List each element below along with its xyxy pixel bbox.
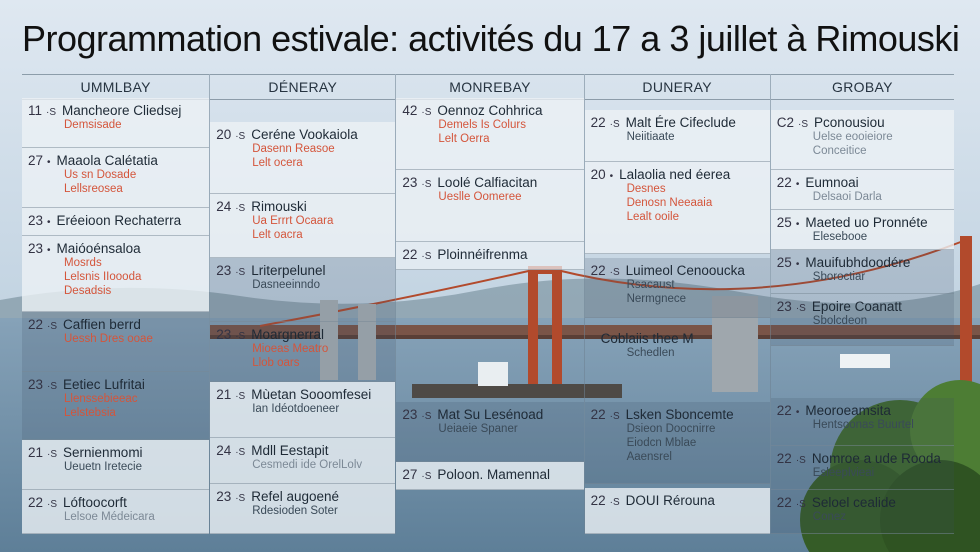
- event-card[interactable]: 22 ·S Ploinnéifrenma: [396, 242, 583, 270]
- event-detail: Aaensrel: [626, 451, 672, 463]
- event-title: Sernienmomi: [63, 445, 143, 460]
- event-detail: Hentsoonas Buurtel: [812, 419, 914, 431]
- event-title: Loolé Calfiacitan: [437, 175, 538, 190]
- event-detail: Nermgnece: [626, 293, 687, 305]
- event-title: Epoire Coanatt: [811, 299, 902, 314]
- event-detail: Llob oars: [252, 357, 300, 369]
- event-card[interactable]: 22 ·S Malt Ére Cifeclude Neiitiaate: [585, 110, 770, 162]
- event-card[interactable]: 21 ·S Sernienmomi Ueuetn Iretecie: [22, 440, 209, 490]
- event-card[interactable]: 23 ·S Moargnerral Mioeas Meatro Llob oars: [210, 322, 395, 382]
- event-card[interactable]: 22 ·S Caffien berrd Uessh Dres ooae: [22, 312, 209, 372]
- event-title: Moargnerral: [251, 327, 324, 342]
- day-header: UMMLBAY: [22, 74, 209, 100]
- event-card[interactable]: [585, 326, 770, 364]
- event-title: Ploinnéifrenma: [437, 247, 528, 262]
- event-detail: Conceitice: [812, 145, 867, 157]
- event-card[interactable]: 23 • Maióoénsaloa Mosrds Lelsnis IIoooda Desadsis: [22, 236, 209, 312]
- event-detail: Conez: [812, 511, 847, 523]
- event-card[interactable]: 11 ·S Mancheore Cliedsej Demsisade: [22, 98, 209, 148]
- event-title: Mat Su Lesénoad: [437, 407, 544, 422]
- event-title: Mauifubhdoodére: [805, 255, 911, 270]
- event-title: Eumnoai: [805, 175, 859, 190]
- event-card[interactable]: 22 ·S Seloel cealide Conez: [771, 490, 954, 534]
- event-detail: Uessh Dres ooae: [64, 333, 153, 345]
- event-title: Mùetan Sooomfesei: [251, 387, 372, 402]
- event-detail: Lelt ocera: [252, 157, 303, 169]
- event-detail: Desadsis: [64, 285, 112, 297]
- event-title: Lriterpelunel: [251, 263, 326, 278]
- event-detail: Ian Idéotdoeneer: [252, 403, 340, 415]
- event-detail: Dasenn Reasoe: [252, 143, 335, 155]
- event-detail: Ueiaeie Spaner: [438, 423, 518, 435]
- event-title: Eetiec Lufritai: [63, 377, 145, 392]
- page-title: Programmation estivale: activités du 17 a 3 juillet à Rimouski: [22, 18, 960, 59]
- event-title: Refel augoené: [251, 489, 340, 504]
- event-title: Caffien berrd: [63, 317, 141, 332]
- day-column-1: [22, 74, 210, 534]
- event-card[interactable]: 42 ·S Oennoz Cohhrica Demels Is Colurs Lelt Oerra: [396, 98, 583, 170]
- event-detail: Lelt oacra: [252, 229, 303, 241]
- event-detail: Desnes: [626, 183, 666, 195]
- event-detail: Lellsreosea: [64, 183, 123, 195]
- day-header: DUNERAY: [585, 74, 770, 100]
- event-title: Oennoz Cohhrica: [437, 103, 543, 118]
- event-card[interactable]: 23 ·S Mat Su Lesénoad Ueiaeie Spaner: [396, 402, 583, 462]
- event-title: Maaola Calétatia: [56, 153, 158, 168]
- event-detail: Ueslle Oomeree: [438, 191, 522, 203]
- event-title: Nomroe a ude Rooda: [811, 451, 941, 466]
- event-detail: Sboroctiar: [812, 271, 866, 283]
- event-title: Lsken Sboncemte: [625, 407, 734, 422]
- event-card[interactable]: 23 ·S Epoire Coanatt Sbolcdeon: [771, 294, 954, 346]
- event-detail: Lelsoe Médeicara: [64, 511, 155, 523]
- event-card[interactable]: 23 ·S Eetiec Lufritai Llenssebieeac Lelstebsia: [22, 372, 209, 440]
- event-title: Seloel cealide: [811, 495, 896, 510]
- event-detail: Denosn Neeaaia: [626, 197, 713, 209]
- event-card[interactable]: 25 • Maeted uo Pronnéte Elesebooe: [771, 210, 954, 250]
- event-detail: Rdesioden Soter: [252, 505, 338, 517]
- event-card[interactable]: 20 ·S Ceréne Vookaiola Dasenn Reasoe Lelt ocera: [210, 122, 395, 194]
- event-detail: Ueuetn Iretecie: [64, 461, 142, 473]
- event-detail: Us sn Dosade: [64, 169, 137, 181]
- schedule-board: [22, 74, 954, 534]
- event-card[interactable]: 22 ·S Nomroe a ude Rooda Esleeplvieai: [771, 446, 954, 490]
- event-detail: Rsacaust: [626, 279, 675, 291]
- event-card[interactable]: 24 ·S Rimouski Ua Errrt Ocaara Lelt oacra: [210, 194, 395, 258]
- day-header: GROBAY: [771, 74, 954, 100]
- event-detail: Ua Errrt Ocaara: [252, 215, 334, 227]
- event-card[interactable]: 20 • Lalaolia ned éerea Desnes Denosn Neeaaia Lealt ooile: [585, 162, 770, 254]
- event-card[interactable]: 27 • Maaola Calétatia Us sn Dosade Lellsreosea: [22, 148, 209, 208]
- event-title: Mdll Eestapit: [251, 443, 329, 458]
- event-title: Luimeol Cenooucka: [625, 263, 745, 278]
- event-detail: Esleeplvieai: [812, 467, 875, 479]
- event-detail: Lelt Oerra: [438, 133, 490, 145]
- event-title: Lalaolia ned éerea: [619, 167, 731, 182]
- event-detail: Eiodcn Mblae: [626, 437, 697, 449]
- event-title: Ceréne Vookaiola: [251, 127, 358, 142]
- event-card[interactable]: 22 • Meoroeamsita Hentsoonas Buurtel: [771, 398, 954, 446]
- event-detail: Schedlen: [626, 347, 675, 359]
- event-card[interactable]: 21 ·S Mùetan Sooomfesei Ian Idéotdoeneer: [210, 382, 395, 438]
- event-title: Rimouski: [251, 199, 307, 214]
- event-card[interactable]: 22 • Eumnoai Delsaoi Darla: [771, 170, 954, 210]
- event-title: Maióoénsaloa: [56, 241, 141, 256]
- event-title: Coblaiis thee M: [600, 331, 694, 346]
- event-title: Mancheore Cliedsej: [62, 103, 182, 118]
- event-detail: Demsisade: [64, 119, 122, 131]
- event-title: Eréeioon Rechaterra: [56, 213, 182, 228]
- event-card[interactable]: 23 ·S Lriterpelunel Dasneeinndo: [210, 258, 395, 322]
- event-detail: Sbolcdeon: [812, 315, 868, 327]
- event-detail: Lelsnis IIoooda: [64, 271, 142, 283]
- event-card[interactable]: C2 ·S Pconousiou Uelse eooieiore Conceitice: [771, 110, 954, 170]
- day-column-3: [396, 74, 584, 534]
- event-detail: Mioeas Meatro: [252, 343, 329, 355]
- event-card[interactable]: 24 ·S Mdll Eestapit Cesmedi ide OrelLolv: [210, 438, 395, 484]
- event-detail: Lelstebsia: [64, 407, 116, 419]
- event-title: Lóftoocorft: [63, 495, 127, 510]
- event-detail: Delsaoi Darla: [812, 191, 882, 203]
- event-detail: Elesebooe: [812, 231, 868, 243]
- event-title: Maeted uo Pronnéte: [805, 215, 928, 230]
- event-card[interactable]: 22 ·S Lóftoocorft Lelsoe Médeicara: [22, 490, 209, 534]
- event-detail: Uelse eooieiore: [812, 131, 893, 143]
- event-detail: Cesmedi ide OrelLolv: [252, 459, 363, 471]
- day-column-2: [210, 74, 396, 534]
- event-detail: Mosrds: [64, 257, 102, 269]
- event-title: Malt Ére Cifeclude: [625, 115, 736, 130]
- event-detail: Dsieon Doocnirre: [626, 423, 716, 435]
- day-column-4: [585, 74, 771, 534]
- event-title: Pconousiou: [814, 115, 885, 130]
- event-title: Meoroeamsita: [805, 403, 891, 418]
- event-card[interactable]: 22 ·S DOUI Rérouna: [585, 488, 770, 534]
- event-card[interactable]: 22 ·S Lsken Sboncemte Dsieon Doocnirre Eiodcn Mblae Aaensrel: [585, 402, 770, 484]
- event-detail: Lealt ooile: [626, 211, 680, 223]
- event-card[interactable]: 25 • Mauifubhdoodére Sboroctiar: [771, 250, 954, 294]
- event-detail: Llenssebieeac: [64, 393, 138, 405]
- event-detail: Demels Is Colurs: [438, 119, 526, 131]
- event-card[interactable]: 23 ·S Loolé Calfiacitan Ueslle Oomeree: [396, 170, 583, 242]
- event-card[interactable]: 23 • Eréeioon Rechaterra: [22, 208, 209, 236]
- event-title: DOUI Rérouna: [625, 493, 715, 508]
- day-header: MONREBAY: [396, 74, 583, 100]
- event-card[interactable]: 23 ·S Refel augoené Rdesioden Soter: [210, 484, 395, 534]
- event-card[interactable]: 27 ·S Poloon. Mamennal: [396, 462, 583, 490]
- event-title: Poloon. Mamennal: [437, 467, 550, 482]
- day-header: DÉNERAY: [210, 74, 395, 100]
- event-detail: Neiitiaate: [626, 131, 675, 143]
- event-card[interactable]: 22 ·S Luimeol Cenooucka Rsacaust Nermgnece: [585, 258, 770, 318]
- day-column-5: [771, 74, 954, 534]
- event-detail: Dasneeinndo: [252, 279, 320, 291]
